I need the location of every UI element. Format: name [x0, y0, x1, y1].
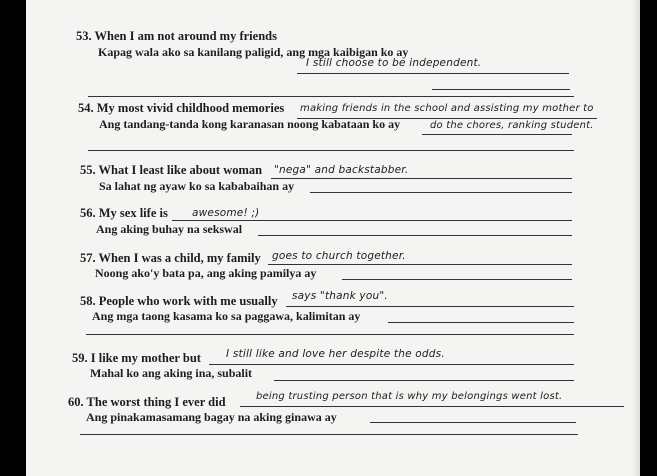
question-translation: Mahal ko ang aking ina, subalit	[90, 366, 253, 380]
answer-line	[297, 73, 569, 74]
question-prompt: 53. When I am not around my friends	[76, 29, 277, 43]
handwritten-answer: making friends in the school and assisting my mother to	[300, 103, 594, 114]
answer-line	[88, 150, 574, 151]
answer-line	[240, 406, 624, 407]
handwritten-answer: I still choose to be independent.	[306, 57, 482, 69]
question-translation: Ang mga taong kasama ko sa paggawa, kalimitan ay	[92, 309, 361, 323]
question-translation: Sa lahat ng ayaw ko sa kababaihan ay	[99, 179, 295, 193]
answer-line	[310, 192, 572, 193]
question-prompt: 59. I like my mother but	[72, 351, 201, 365]
answer-line	[172, 220, 572, 221]
handwritten-answer: "nega" and backstabber.	[274, 164, 409, 176]
handwritten-answer: being trusting person that is why my belongings went lost.	[256, 391, 563, 402]
question-translation: Ang aking buhay na sekswal	[96, 222, 243, 236]
question-prompt: 60. The worst thing I ever did	[68, 395, 226, 409]
answer-line	[88, 96, 574, 97]
answer-line	[271, 178, 572, 179]
answer-line	[268, 264, 572, 265]
answer-line	[258, 235, 572, 236]
question-prompt: 56. My sex life is	[80, 206, 168, 220]
answer-line	[80, 434, 578, 435]
question-translation: Kapag wala ako sa kanilang paligid, ang mga kaibigan ko ay	[98, 45, 409, 59]
handwritten-answer: awesome! ;)	[192, 207, 260, 219]
handwritten-answer: I still like and love her despite the odds.	[226, 348, 445, 360]
handwritten-answer-continued: do the chores, ranking student.	[430, 120, 594, 131]
answer-line	[422, 134, 572, 135]
answer-line	[388, 322, 574, 323]
answer-line	[274, 380, 574, 381]
answer-line	[370, 422, 576, 423]
answer-line	[209, 364, 574, 365]
question-prompt: 58. People who work with me usually	[80, 294, 278, 308]
answer-line	[286, 306, 574, 307]
question-prompt: 57. When I was a child, my family	[80, 251, 261, 265]
answer-line	[86, 334, 574, 335]
question-prompt: 54. My most vivid childhood memories	[78, 101, 285, 115]
question-prompt: 55. What I least like about woman	[80, 163, 263, 177]
answer-line	[342, 279, 572, 280]
question-translation: Noong ako'y bata pa, ang aking pamilya ay	[95, 266, 317, 280]
handwritten-answer: says "thank you".	[292, 290, 388, 302]
answer-line	[432, 89, 570, 90]
handwritten-answer: goes to church together.	[272, 250, 406, 262]
question-translation: Ang tandang-tanda kong karanasan noong kabataan ko ay	[99, 117, 401, 131]
question-translation: Ang pinakamasamang bagay na aking ginawa ay	[86, 410, 337, 424]
